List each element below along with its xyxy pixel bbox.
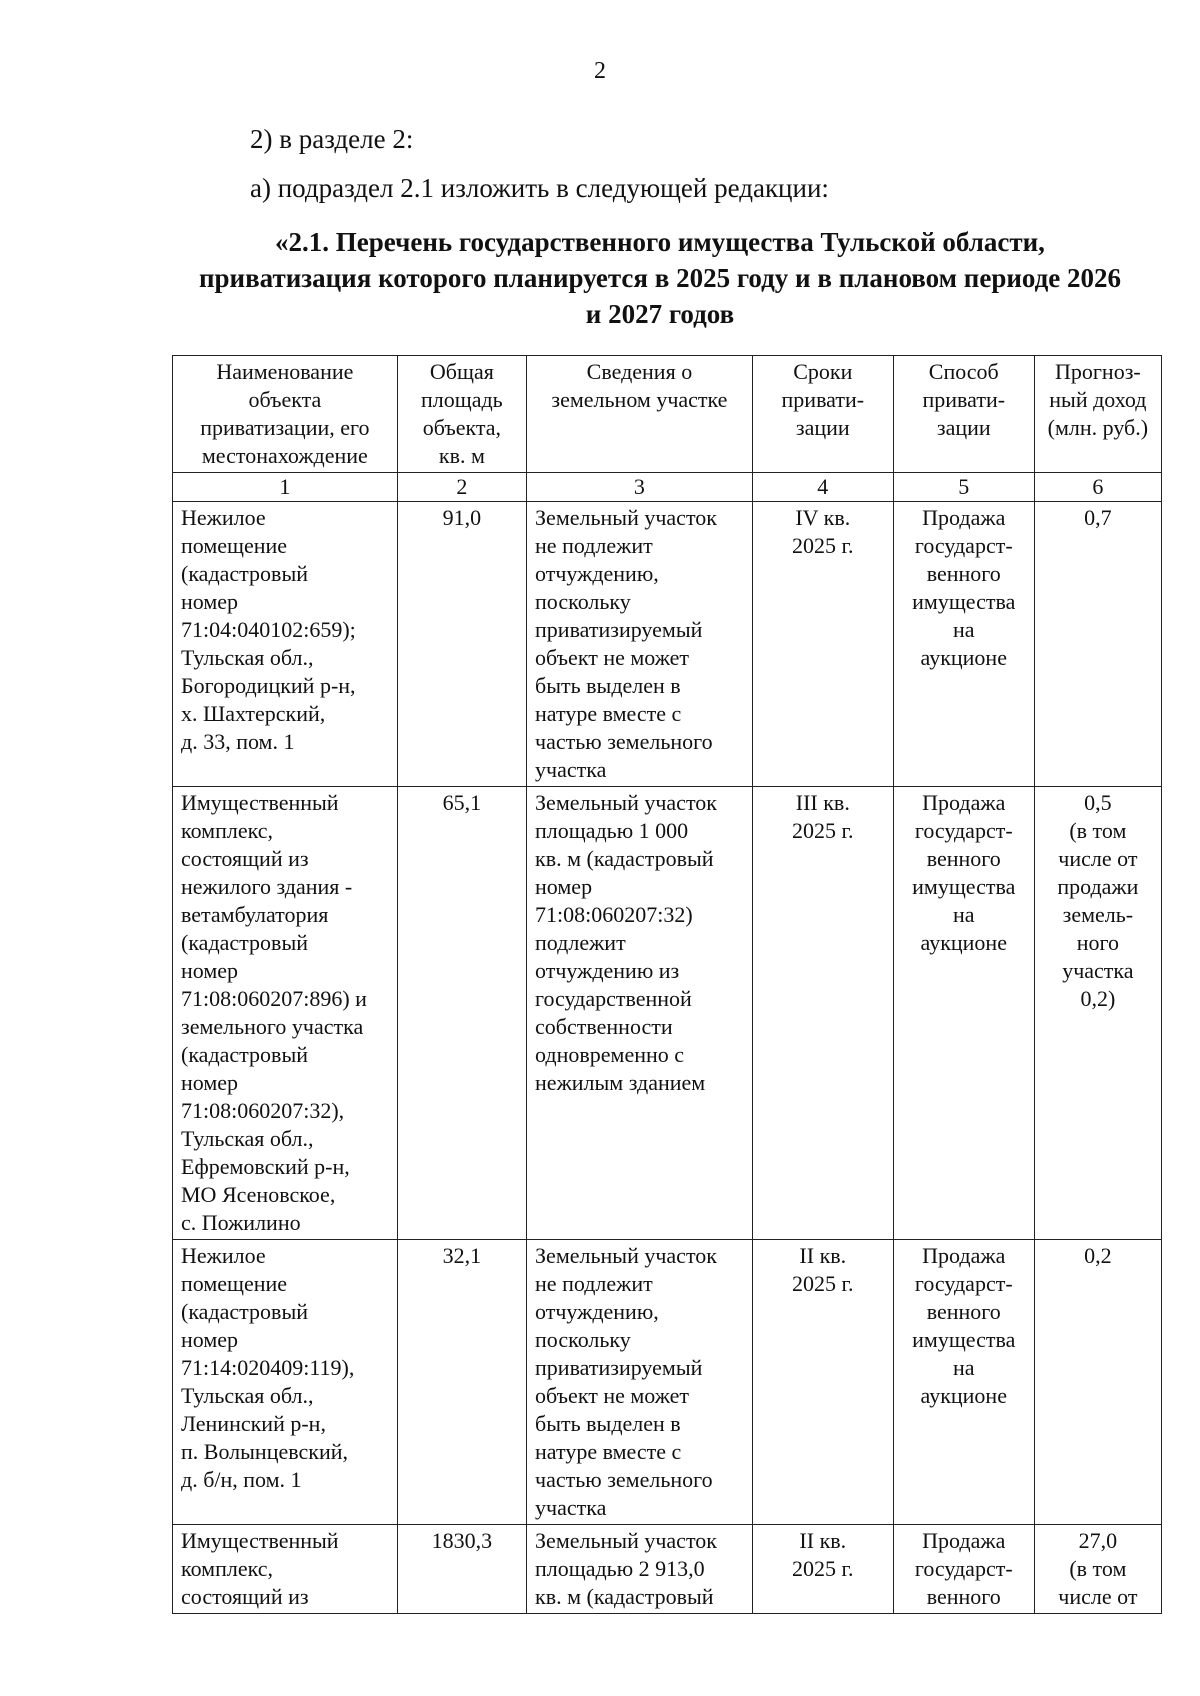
- table-row: [173, 787, 1162, 1240]
- heading-line-2: приватизация которого планируется в 2025 году и в плановом периоде 2026: [198, 263, 1122, 293]
- cell-income-line: 0,2: [1084, 1243, 1112, 1268]
- cell-object-name: [173, 502, 398, 787]
- heading-line-1: «2.1. Перечень государственного имущества Тульской области,: [275, 227, 1045, 257]
- cell-area: 91,0: [397, 502, 526, 787]
- cell-term-line: II кв.: [799, 1528, 847, 1553]
- header-term: Сроки привати- зации: [752, 356, 893, 473]
- cell-land-info: [527, 787, 753, 1240]
- header-method: Способ привати- зации: [893, 356, 1034, 473]
- cell-method-line: венного: [926, 561, 1001, 586]
- cell-method-line: на: [952, 902, 975, 927]
- privatization-table: [172, 355, 1162, 1614]
- cell-method-line: Продажа: [922, 505, 1006, 530]
- cell-land-info: [527, 1240, 753, 1525]
- cell-object-name-line: д. б/н, пом. 1: [181, 1467, 302, 1492]
- cell-land-info-line: частью земельного: [535, 729, 713, 754]
- table-header-row: [173, 356, 1162, 473]
- cell-land-info-line: быть выделен в: [535, 1411, 681, 1436]
- cell-land-info-line: натуре вместе с: [535, 701, 682, 726]
- cell-object-name: [173, 1240, 398, 1525]
- cell-land-info-line: приватизируемый: [535, 617, 703, 642]
- cell-income-line: числе от: [1058, 1584, 1138, 1609]
- cell-area: 65,1: [397, 787, 526, 1240]
- cell-object-name-line: п. Волынцевский,: [181, 1439, 348, 1464]
- cell-land-info-line: 71:08:060207:32): [535, 902, 693, 927]
- cell-object-name-line: с. Пожилино: [181, 1210, 301, 1235]
- cell-method-line: Продажа: [922, 790, 1006, 815]
- cell-land-info-line: кв. м (кадастровый: [535, 1584, 714, 1609]
- cell-method-line: имущества: [912, 589, 1016, 614]
- cell-term-line: II кв.: [799, 1243, 847, 1268]
- cell-land-info-line: поскольку: [535, 589, 631, 614]
- cell-land-info-line: отчуждению,: [535, 561, 659, 586]
- cell-land-info-line: частью земельного: [535, 1467, 713, 1492]
- paragraph-subsection-2-1: а) подраздел 2.1 изложить в следующей редакции:: [250, 173, 829, 203]
- cell-term-line: 2025 г.: [792, 533, 854, 558]
- cell-method: [893, 787, 1034, 1240]
- column-number: 4: [752, 473, 893, 502]
- cell-object-name-line: ветамбулатория: [181, 902, 329, 927]
- cell-object-name-line: Нежилое: [181, 505, 266, 530]
- cell-object-name-line: 71:08:060207:32),: [181, 1098, 345, 1123]
- cell-object-name-line: помещение: [181, 1271, 288, 1296]
- cell-land-info-line: подлежит: [535, 930, 626, 955]
- header-area: Общая площадь объекта, кв. м: [397, 356, 526, 473]
- cell-object-name-line: д. 33, пом. 1: [181, 729, 295, 754]
- cell-land-info-line: объект не может: [535, 645, 690, 670]
- cell-income: [1034, 1525, 1161, 1614]
- cell-income: [1034, 1240, 1161, 1525]
- cell-land-info-line: быть выделен в: [535, 673, 681, 698]
- cell-object-name-line: номер: [181, 958, 239, 983]
- cell-income: [1034, 502, 1161, 787]
- paragraph-section-2: 2) в разделе 2:: [250, 124, 414, 154]
- cell-land-info-line: кв. м (кадастровый: [535, 846, 714, 871]
- cell-term-line: IV кв.: [795, 505, 851, 530]
- cell-method-line: на: [952, 1355, 975, 1380]
- cell-income-line: земель-: [1062, 902, 1134, 927]
- cell-object-name-line: комплекс,: [181, 818, 273, 843]
- cell-income: [1034, 787, 1161, 1240]
- cell-land-info: [527, 502, 753, 787]
- cell-income-line: 0,5: [1084, 790, 1112, 815]
- cell-method-line: имущества: [912, 874, 1016, 899]
- heading-line-3: и 2027 годов: [585, 299, 735, 329]
- table-row: [173, 1240, 1162, 1525]
- table-row: [173, 502, 1162, 787]
- cell-income-line: 27,0: [1078, 1528, 1118, 1553]
- cell-land-info-line: не подлежит: [535, 533, 653, 558]
- cell-method-line: венного: [926, 1584, 1001, 1609]
- cell-object-name-line: Тульская обл.,: [181, 1126, 314, 1151]
- cell-method-line: государст-: [914, 533, 1013, 558]
- cell-method-line: государст-: [914, 1271, 1013, 1296]
- cell-land-info-line: Земельный участок: [535, 1243, 717, 1268]
- cell-method-line: аукционе: [920, 930, 1007, 955]
- cell-object-name-line: номер: [181, 1327, 239, 1352]
- cell-land-info-line: площадью 1 000: [535, 818, 689, 843]
- cell-income-line: продажи: [1057, 874, 1139, 899]
- cell-object-name-line: х. Шахтерский,: [181, 701, 326, 726]
- cell-term-line: 2025 г.: [792, 1556, 854, 1581]
- cell-term: [752, 502, 893, 787]
- cell-land-info-line: одновременно с: [535, 1042, 685, 1067]
- cell-object-name-line: Тульская обл.,: [181, 645, 314, 670]
- cell-method-line: аукционе: [920, 1383, 1007, 1408]
- cell-object-name-line: МО Ясеновское,: [181, 1182, 336, 1207]
- cell-land-info: [527, 1525, 753, 1614]
- cell-land-info-line: государственной: [535, 986, 692, 1011]
- cell-term: [752, 1525, 893, 1614]
- cell-object-name-line: состоящий из: [181, 846, 309, 871]
- cell-income-line: (в том: [1069, 818, 1127, 843]
- column-number: 2: [397, 473, 526, 502]
- column-number: 3: [527, 473, 753, 502]
- column-number: 1: [173, 473, 398, 502]
- cell-land-info-line: собственности: [535, 1014, 673, 1039]
- cell-object-name-line: Нежилое: [181, 1243, 266, 1268]
- cell-land-info-line: поскольку: [535, 1327, 631, 1352]
- column-number: 6: [1034, 473, 1161, 502]
- cell-method-line: аукционе: [920, 645, 1007, 670]
- cell-method-line: имущества: [912, 1327, 1016, 1352]
- cell-income-line: числе от: [1058, 846, 1138, 871]
- cell-land-info-line: площадью 2 913,0: [535, 1556, 705, 1581]
- cell-object-name-line: 71:08:060207:896) и: [181, 986, 367, 1011]
- cell-object-name-line: номер: [181, 589, 239, 614]
- column-number: 5: [893, 473, 1034, 502]
- cell-income-line: 0,2): [1080, 986, 1116, 1011]
- header-income: Прогноз- ный доход (млн. руб.): [1034, 356, 1161, 473]
- cell-income-line: 0,7: [1084, 505, 1112, 530]
- cell-object-name-line: комплекс,: [181, 1556, 273, 1581]
- cell-method-line: на: [952, 617, 975, 642]
- cell-area: 1830,3: [397, 1525, 526, 1614]
- cell-object-name-line: Ленинский р-н,: [181, 1411, 326, 1436]
- cell-land-info-line: не подлежит: [535, 1271, 653, 1296]
- cell-land-info-line: Земельный участок: [535, 505, 717, 530]
- cell-object-name-line: Ефремовский р-н,: [181, 1154, 350, 1179]
- cell-object-name-line: земельного участка: [181, 1014, 364, 1039]
- cell-method-line: венного: [926, 846, 1001, 871]
- cell-land-info-line: участка: [535, 1495, 607, 1520]
- header-land-info: Сведения о земельном участке: [527, 356, 753, 473]
- cell-object-name-line: Имущественный: [181, 1528, 339, 1553]
- cell-method: [893, 502, 1034, 787]
- cell-object-name-line: 71:04:040102:659);: [181, 617, 356, 642]
- table-heading: [160, 224, 1160, 332]
- cell-income-line: участка: [1062, 958, 1134, 983]
- cell-object-name-line: Тульская обл.,: [181, 1383, 314, 1408]
- cell-income-line: (в том: [1069, 1556, 1127, 1581]
- cell-object-name-line: состоящий из: [181, 1584, 309, 1609]
- cell-object-name-line: (кадастровый: [181, 1042, 308, 1067]
- cell-object-name-line: помещение: [181, 533, 288, 558]
- cell-object-name-line: нежилого здания -: [181, 874, 353, 899]
- cell-method-line: Продажа: [922, 1243, 1006, 1268]
- cell-method-line: венного: [926, 1299, 1001, 1324]
- cell-term: [752, 1240, 893, 1525]
- cell-object-name-line: номер: [181, 1070, 239, 1095]
- cell-term-line: 2025 г.: [792, 1271, 854, 1296]
- cell-term-line: III кв.: [795, 790, 850, 815]
- cell-land-info-line: номер: [535, 874, 593, 899]
- cell-income-line: ного: [1076, 930, 1119, 955]
- cell-land-info-line: участка: [535, 757, 607, 782]
- cell-object-name-line: (кадастровый: [181, 561, 308, 586]
- cell-object-name-line: (кадастровый: [181, 930, 308, 955]
- header-object-name: Наименование объекта приватизации, его местонахождение: [173, 356, 398, 473]
- cell-land-info-line: приватизируемый: [535, 1355, 703, 1380]
- cell-land-info-line: нежилым зданием: [535, 1070, 706, 1095]
- table-row: [173, 1525, 1162, 1614]
- cell-land-info-line: Земельный участок: [535, 1528, 717, 1553]
- cell-area: 32,1: [397, 1240, 526, 1525]
- cell-object-name: [173, 1525, 398, 1614]
- cell-land-info-line: натуре вместе с: [535, 1439, 682, 1464]
- cell-term-line: 2025 г.: [792, 818, 854, 843]
- cell-object-name-line: (кадастровый: [181, 1299, 308, 1324]
- column-number-row: [173, 473, 1162, 502]
- cell-method-line: Продажа: [922, 1528, 1006, 1553]
- cell-method-line: государст-: [914, 1556, 1013, 1581]
- cell-land-info-line: Земельный участок: [535, 790, 717, 815]
- cell-land-info-line: отчуждению,: [535, 1299, 659, 1324]
- cell-object-name-line: Имущественный: [181, 790, 339, 815]
- cell-land-info-line: объект не может: [535, 1383, 690, 1408]
- cell-method-line: государст-: [914, 818, 1013, 843]
- page-number: 2: [594, 58, 606, 84]
- cell-object-name-line: 71:14:020409:119),: [181, 1355, 355, 1380]
- cell-method: [893, 1240, 1034, 1525]
- cell-object-name-line: Богородицкий р-н,: [181, 673, 356, 698]
- cell-term: [752, 787, 893, 1240]
- cell-land-info-line: отчуждению из: [535, 958, 680, 983]
- cell-object-name: [173, 787, 398, 1240]
- cell-method: [893, 1525, 1034, 1614]
